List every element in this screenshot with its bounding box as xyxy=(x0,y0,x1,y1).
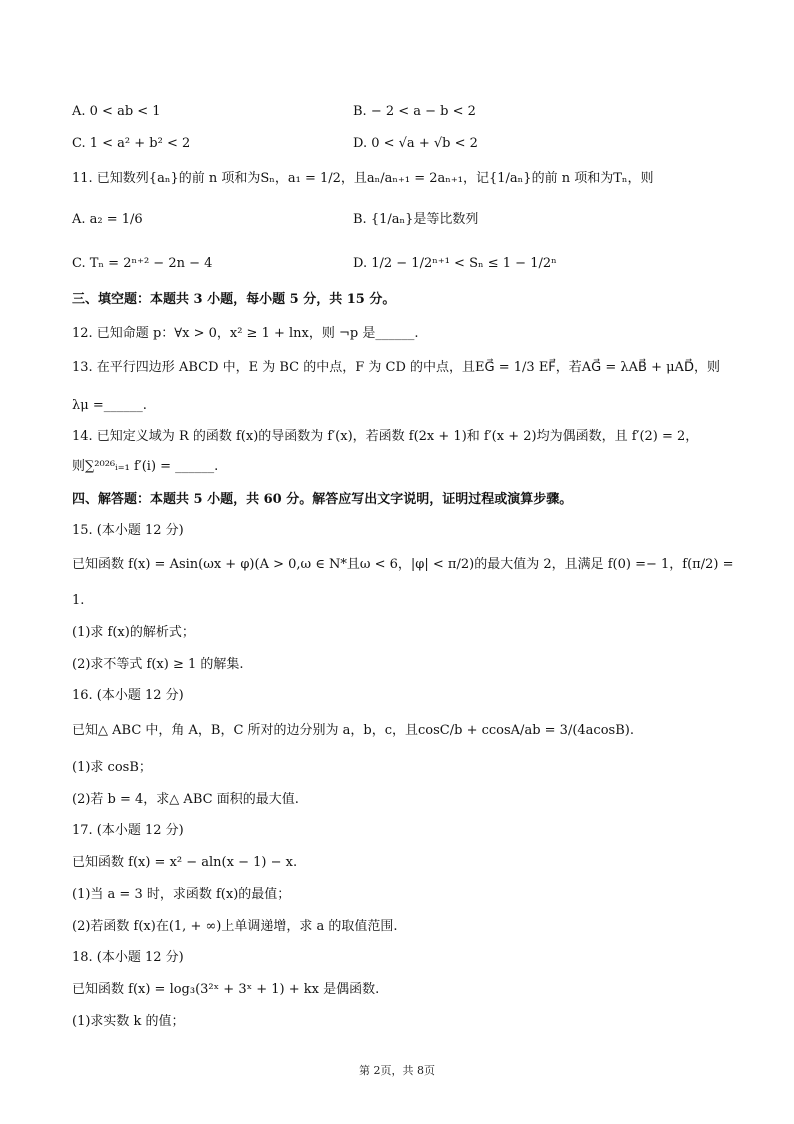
q15-part2: (2)求不等式 f(x) ≥ 1 的解集. xyxy=(72,657,244,672)
q14-line1: 14. 已知定义域为 R 的函数 f(x)的导函数为 f′(x)，若函数 f(2x + 1)和 f′(x + 2)均为偶函数，且 f′(2) = 2， xyxy=(72,429,699,444)
q17-part1: (1)当 a = 3 时，求函数 f(x)的最值； xyxy=(72,887,291,902)
q10-option-c: C. 1 < a² + b² < 2 xyxy=(72,136,191,151)
q16-part1: (1)求 cosB； xyxy=(72,760,152,775)
section-3-heading: 三、填空题：本题共 3 小题，每小题 5 分，共 15 分。 xyxy=(72,292,396,307)
q11-stem: 11. 已知数列{aₙ}的前 n 项和为Sₙ，a₁ = 1/2，且aₙ/aₙ₊₁ = 2aₙ₊₁，记{1/aₙ}的前 n 项和为Tₙ，则 xyxy=(72,171,654,186)
q10-option-b: B. − 2 < a − b < 2 xyxy=(353,104,476,119)
q18-part1: (1)求实数 k 的值； xyxy=(72,1014,185,1029)
section-4-heading: 四、解答题：本题共 5 小题，共 60 分。解答应写出文字说明，证明过程或演算步骤。 xyxy=(72,492,573,507)
q12: 12. 已知命题 p：∀x > 0，x² ≥ 1 + lnx，则 ¬p 是______. xyxy=(72,326,419,341)
page-footer: 第 2页，共 8页 xyxy=(359,1064,435,1077)
q11-option-a: A. a₂ = 1/6 xyxy=(72,212,143,227)
q14-line2: 则∑²⁰²⁶ᵢ₌₁ f′(i) = ______. xyxy=(72,459,219,474)
q15-part1: (1)求 f(x)的解析式； xyxy=(72,625,195,640)
q11-option-d: D. 1/2 − 1/2ⁿ⁺¹ < Sₙ ≤ 1 − 1/2ⁿ xyxy=(353,256,557,271)
q16-heading: 16. (本小题 12 分) xyxy=(72,688,184,703)
q13-line2: λμ =______. xyxy=(72,398,147,413)
q13-line1: 13. 在平行四边形 ABCD 中，E 为 BC 的中点，F 为 CD 的中点，且EG⃗ = 1/3 EF⃗，若AG⃗ = λAB⃗ + μAD⃗，则 xyxy=(72,360,720,375)
q18-heading: 18. (本小题 12 分) xyxy=(72,950,184,965)
q17-heading: 17. (本小题 12 分) xyxy=(72,823,184,838)
q17-stem: 已知函数 f(x) = x² − aln(x − 1) − x. xyxy=(72,855,298,870)
q15-stem-line1: 已知函数 f(x) = Asin(ωx + φ)(A > 0,ω ∈ N*且ω < 6，|φ| < π/2)的最大值为 2，且满足 f(0) =− 1，f(π/2) = xyxy=(72,557,734,572)
q16-stem: 已知△ ABC 中，角 A，B，C 所对的边分别为 a，b，c，且cosC/b + ccosA/ab = 3/(4acosB). xyxy=(72,723,634,738)
q18-stem: 已知函数 f(x) = log₃(3²ˣ + 3ˣ + 1) + kx 是偶函数. xyxy=(72,982,380,997)
q15-stem-line2: 1. xyxy=(72,593,85,608)
q15-heading: 15. (本小题 12 分) xyxy=(72,523,184,538)
q10-option-a: A. 0 < ab < 1 xyxy=(72,104,161,119)
q16-part2: (2)若 b = 4，求△ ABC 面积的最大值. xyxy=(72,792,299,807)
q11-option-b: B. {1/aₙ}是等比数列 xyxy=(353,212,479,227)
q11-option-c: C. Tₙ = 2ⁿ⁺² − 2n − 4 xyxy=(72,256,213,271)
q10-option-d: D. 0 < √a + √b < 2 xyxy=(353,136,478,151)
q17-part2: (2)若函数 f(x)在(1, + ∞)上单调递增，求 a 的取值范围. xyxy=(72,919,398,934)
